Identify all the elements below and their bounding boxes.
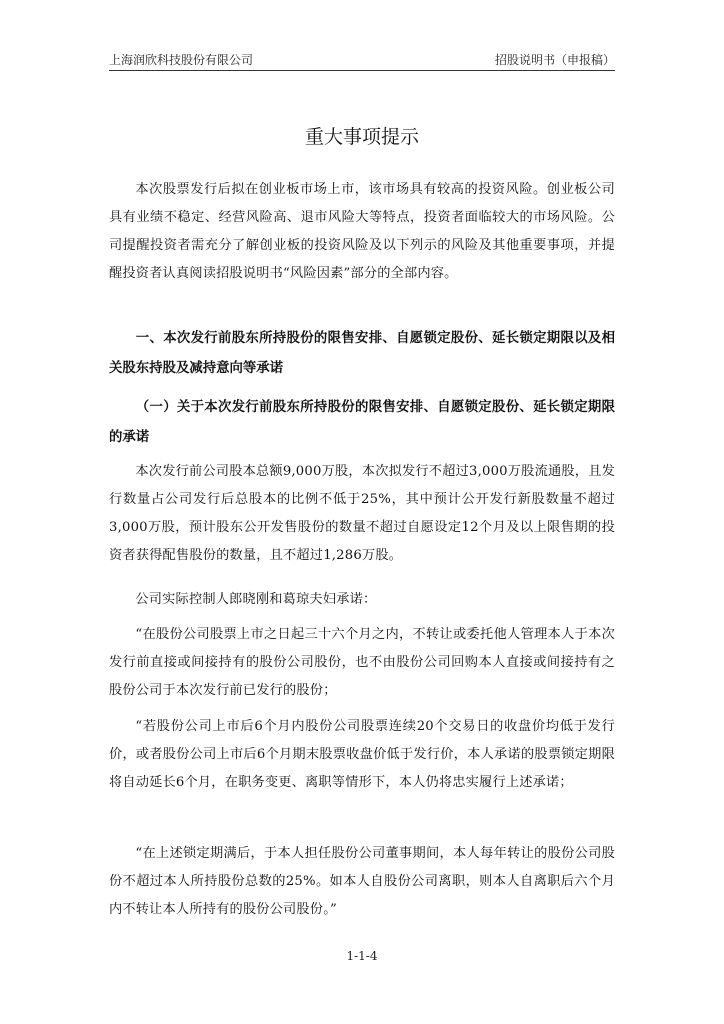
paragraph-lockup-extension: “若股份公司上市后6个月内股份公司股票连续20个交易日的收盘价均低于发行价，或者股份公司上市后6个月期末股票收盘价低于发行价，本人承诺的股票锁定期限将自动延长6个月，在职务变更、离职等情形下，本人仍将忠实履行上述承诺；	[109, 719, 615, 790]
header-company-name: 上海润欣科技股份有限公司	[109, 53, 254, 67]
paragraph-share-capital: 本次发行前公司股本总额9,000万股，本次拟发行不超过3,000万股流通股，且发行数量占公司发行后总股本的比例不低于25%，其中预计公开发行新股数量不超过3,000万股，预计股东公开发售股份的数量不超过自愿设定12个月及以上限售期的投资者获得配售股份的数量，且不超过1,286万股。	[109, 464, 615, 563]
paragraph-lockup-36-months: “在股份公司股票上市之日起三十六个月之内，不转让或委托他人管理本人于本次发行前直接或间接持有的股份公司股份，也不由股份公司回购本人直接或间接持有之股份公司于本次发行前已发行的股份；	[109, 627, 615, 698]
page-header	[109, 50, 615, 70]
header-document-type: 招股说明书（申报稿）	[494, 53, 615, 67]
paragraph-controller-commitment-intro: 公司实际控制人郎晓刚和葛琼夫妇承诺：	[135, 592, 377, 607]
page-number: 1-1-4	[346, 949, 378, 963]
page-title: 重大事项提示	[304, 126, 419, 148]
section-heading-1: 一、本次发行前股东所持股份的限售安排、自愿锁定股份、延长锁定期限以及相关股东持股及减持意向等承诺	[109, 331, 615, 376]
header-rule	[109, 70, 615, 71]
subsection-heading-1: （一）关于本次发行前股东所持股份的限售安排、自愿锁定股份、延长锁定期限的承诺	[109, 400, 615, 445]
intro-paragraph: 本次股票发行后拟在创业板市场上市，该市场具有较高的投资风险。创业板公司具有业绩不稳定、经营风险高、退市风险大等特点，投资者面临较大的市场风险。公司提醒投资者需充分了解创业板的投资风险及以下列示的风险及其他重要事项，并提醒投资者认真阅读招股说明书“风险因素”部分的全部内容。	[109, 182, 615, 281]
paragraph-transfer-limit: “在上述锁定期满后，于本人担任股份公司董事期间，本人每年转让的股份公司股份不超过本人所持股份总数的25%。如本人自股份公司离职，则本人自离职后六个月内不转让本人所持有的股份公司股份。”	[109, 846, 615, 917]
